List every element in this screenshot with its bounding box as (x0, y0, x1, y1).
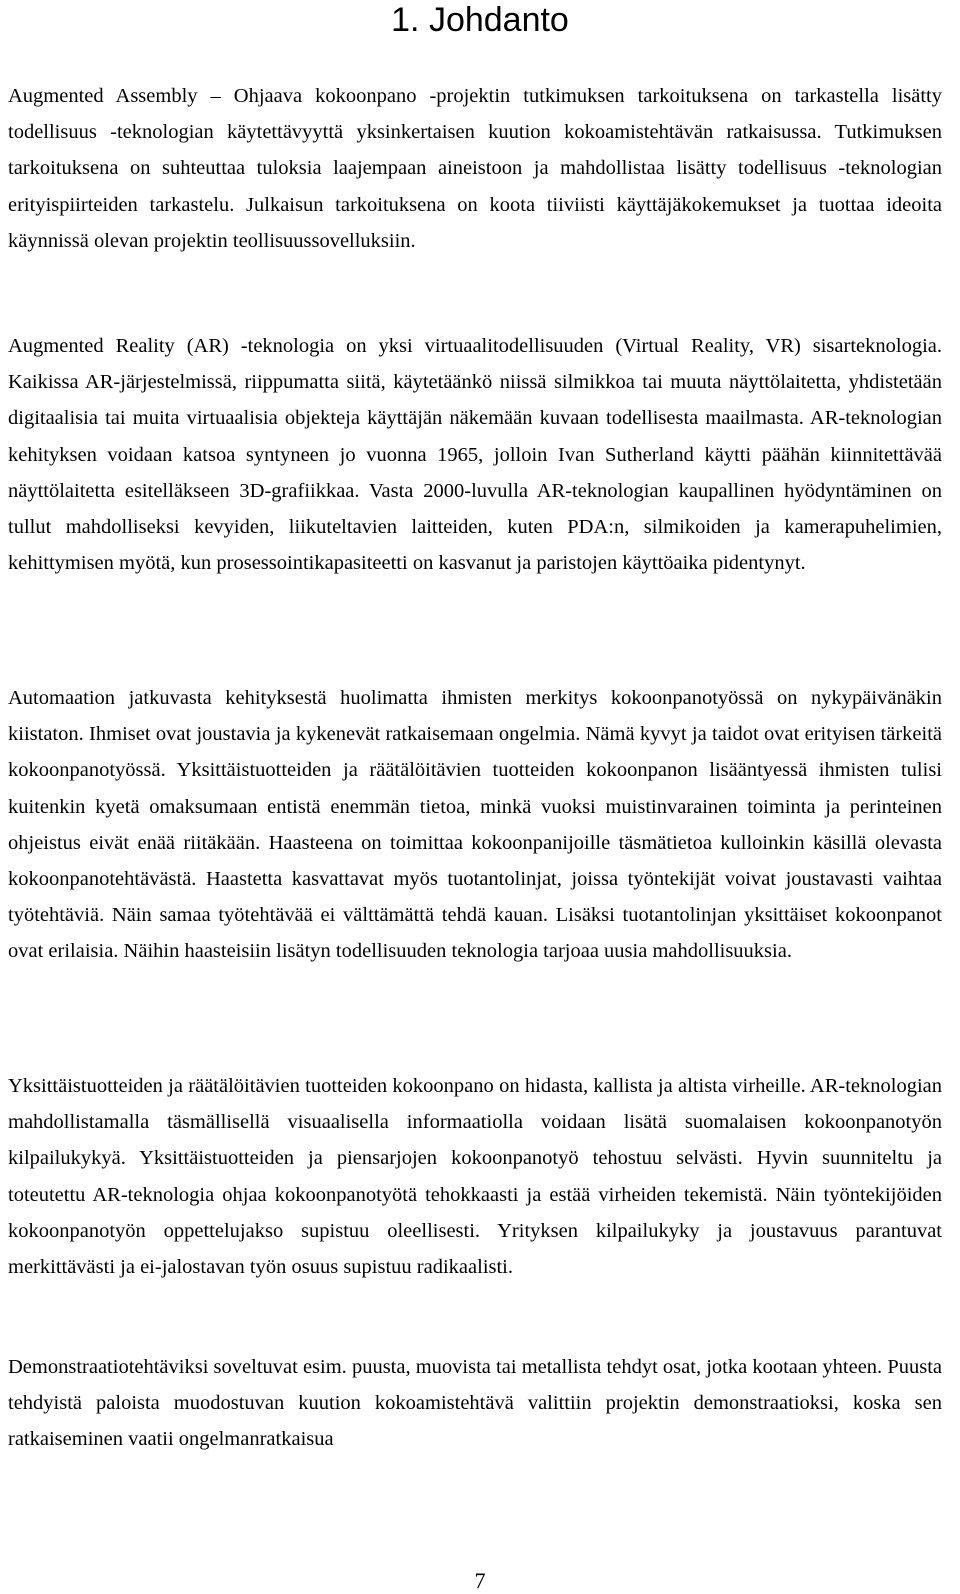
page-number: 7 (474, 1568, 486, 1593)
paragraph-3: Automaation jatkuvasta kehityksestä huolimatta ihmisten merkitys kokoonpanotyössä on nykypäivänäkin kiistaton. Ihmiset ovat joustavia ja kykenevät ratkaisemaan ongelmia. Nämä kyvyt ja taidot ovat erityisen tärkeitä kokoonpanotyössä. Yksittäistuotteiden ja räätälöitävien tuotteiden kokoonpanon lisääntyessä ihmisten tulisi kuitenkin kyetä omaksumaan entistä enemmän tietoa, minkä vuoksi muistinvarainen toiminta ja perinteinen ohjeistus eivät enää riitäkään. Haasteena on toimittaa kokoonpanijoille täsmätietoa kulloinkin käsillä olevasta kokoonpanotehtävästä. Haastetta kasvattavat myös tuotantolinjat, joissa työntekijät voivat joustavasti vaihtaa työtehtäviä. Näin samaa työtehtävää ei välttämättä tehdä kauan. Lisäksi tuotantolinjan yksittäiset kokoonpanot ovat erilaisia. Näihin haasteisiin lisätyn todellisuuden teknologia tarjoaa uusia mahdollisuuksia. (8, 687, 942, 963)
paragraph-5: Demonstraatiotehtäviksi soveltuvat esim. puusta, muovista tai metallista tehdyt osat, jotka kootaan yhteen. Puusta tehdyistä paloista muodostuvan kuution kokoamistehtävä valittiin projektin demonstraatioksi, koska sen ratkaiseminen vaatii ongelmanratkaisua (8, 1356, 942, 1451)
paragraph-1: Augmented Assembly – Ohjaava kokoonpano -projektin tutkimuksen tarkoituksena on tarkastella lisätty todellisuus -teknologian käytettävyyttä yksinkertaisen kuution kokoamistehtävän ratkaisussa. Tutkimuksen tarkoituksena on suhteuttaa tuloksia laajempaan aineistoon ja mahdollistaa lisätty todellisuus -teknologian erityispiirteiden tarkastelu. Julkaisun tarkoituksena on koota tiiviisti käyttäjäkokemukset ja tuottaa ideoita käynnissä olevan projektin teollisuussovelluksiin. (8, 85, 942, 252)
paragraph-2: Augmented Reality (AR) -teknologia on yksi virtuaalitodellisuuden (Virtual Reality, VR) sisarteknologia. Kaikissa AR-järjestelmissä, riippumatta siitä, käytetäänkö niissä silmikkoa tai muuta näyttölaitetta, yhdistetään digitaalisia tai muita virtuaalisia objekteja käyttäjän näkemään kuvaan todellisesta maailmasta. AR-teknologian kehityksen voidaan katsoa syntyneen jo vuonna 1965, jolloin Ivan Sutherland käytti päähän kiinnitettävää näyttölaitetta esitelläkseen 3D-grafiikkaa. Vasta 2000-luvulla AR-teknologian kaupallinen hyödyntäminen on tullut mahdolliseksi kevyiden, liikuteltavien laitteiden, kuten PDA:n, silmikoiden ja kamerapuhelimien, kehittymisen myötä, kun prosessointikapasiteetti on kasvanut ja paristojen käyttöaika pidentynyt. (8, 335, 942, 575)
chapter-heading: 1. Johdanto (391, 1, 569, 39)
paragraph-4: Yksittäistuotteiden ja räätälöitävien tuotteiden kokoonpano on hidasta, kallista ja altista virheille. AR-teknologian mahdollistamalla täsmällisellä visuaalisella informaatiolla voidaan lisätä suomalaisen kokoonpanotyön kilpailukykyä. Yksittäistuotteiden ja piensarjojen kokoonpanotyö tehostuu selvästi. Hyvin suunniteltu ja toteutettu AR-teknologia ohjaa kokoonpanotyötä tehokkaasti ja estää virheiden tekemistä. Näin työntekijöiden kokoonpanotyön oppettelujakso supistuu oleellisesti. Yrityksen kilpailukyky ja joustavuus parantuvat merkittävästi ja ei-jalostavan työn osuus supistuu radikaalisti. (8, 1075, 942, 1279)
